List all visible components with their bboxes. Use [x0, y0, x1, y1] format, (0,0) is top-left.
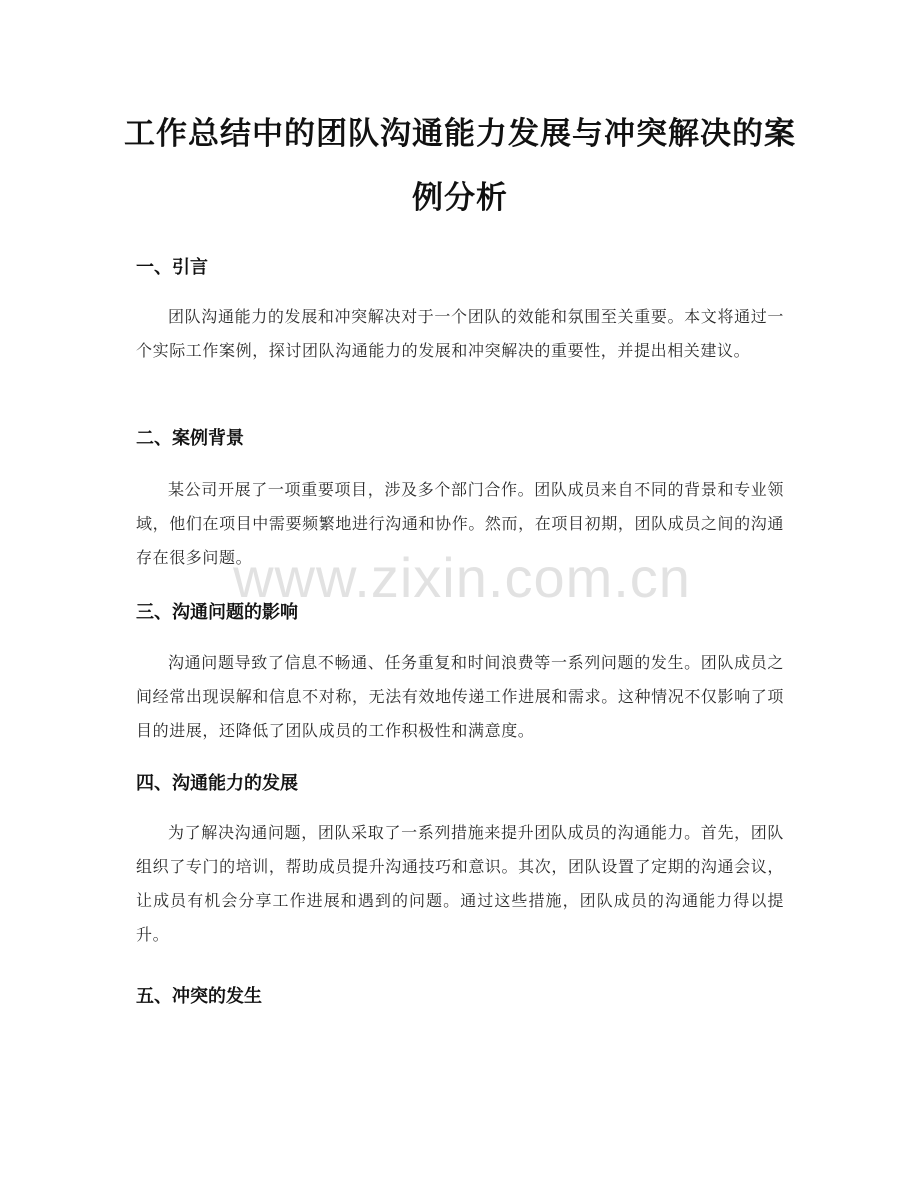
- section-heading-conflict: 五、冲突的发生: [136, 986, 262, 1007]
- section-heading-intro: 一、引言: [136, 257, 208, 278]
- section-paragraph-background: 某公司开展了一项重要项目，涉及多个部门合作。团队成员来自不同的背景和专业领域，他们在项目中需要频繁地进行沟通和协作。然而，在项目初期，团队成员之间的沟通存在很多问题。: [136, 480, 784, 567]
- section-heading-impact: 三、沟通问题的影响: [136, 602, 298, 623]
- section-paragraph-development: 为了解决沟通问题，团队采取了一系列措施来提升团队成员的沟通能力。首先，团队组织了专门的培训，帮助成员提升沟通技巧和意识。其次，团队设置了定期的沟通会议，让成员有机会分享工作进展和遇到的问题。通过这些措施，团队成员的沟通能力得以提升。: [136, 823, 784, 944]
- document-title: 工作总结中的团队沟通能力发展与冲突解决的案例分析: [124, 116, 796, 216]
- watermark: www.zixin.com.cn: [233, 546, 691, 609]
- section-heading-background: 二、案例背景: [136, 428, 244, 449]
- section-paragraph-intro: 团队沟通能力的发展和冲突解决对于一个团队的效能和氛围至关重要。本文将通过一个实际工作案例，探讨团队沟通能力的发展和冲突解决的重要性，并提出相关建议。: [136, 307, 784, 360]
- section-heading-development: 四、沟通能力的发展: [136, 773, 298, 794]
- section-paragraph-impact: 沟通问题导致了信息不畅通、任务重复和时间浪费等一系列问题的发生。团队成员之间经常出现误解和信息不对称，无法有效地传递工作进展和需求。这种情况不仅影响了项目的进展，还降低了团队成员的工作积极性和满意度。: [136, 653, 784, 740]
